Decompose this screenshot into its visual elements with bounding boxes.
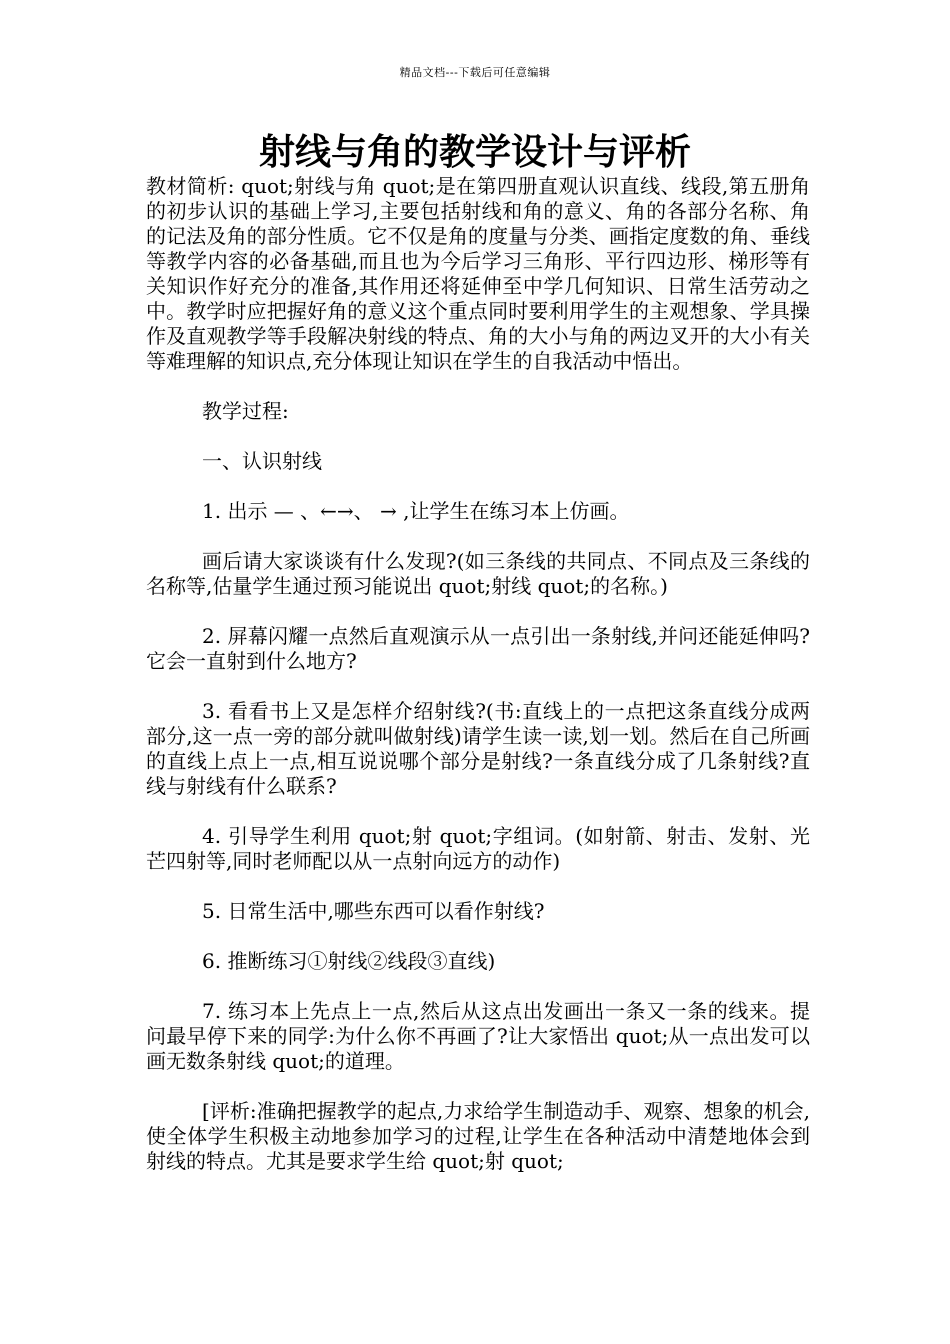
paragraph-intro: 教材简析: quot;射线与角 quot;是在第四册直观认识直线、线段,第五册角的初步认识的基础上学习,主要包括射线和角的意义、角的各部分名称、角的记法及角的部分性质。它不仅是角的度量与分类、画指定度数的角、垂线等教学内容的必备基础,而且也为今后学习三角形、平行四边形、梯形等有关知识作好充分的准备,其作用还将延伸至中学几何知识、日常生活劳动之中。教学时应把握好角的意义这个重点同时要利用学生的主观想象、学具操作及直观教学等手段解决射线的特点、角的大小与角的两边叉开的大小有关等难理解的知识点,充分体现让知识在学生的自我活动中悟出。 [146, 174, 810, 373]
document-title: 射线与角的教学设计与评析 [258, 131, 691, 173]
paragraph-process-heading: 教学过程: [202, 399, 289, 423]
paragraph-commentary: [评析:准确把握教学的起点,力求给学生制造动手、观察、想象的机会,使全体学生积极主动地参加学习的过程,让学生在各种活动中清楚地体会到射线的特点。尤其是要求学生给 quot;射 quot; [146, 1099, 810, 1173]
paragraph-step-1: 1. 出示 — 、←→、 → ,让学生在练习本上仿画。 [202, 499, 630, 523]
paragraph-step-2: 2. 屏幕闪耀一点然后直观演示从一点引出一条射线,并问还能延伸吗?它会一直射到什么地方? [146, 624, 810, 673]
paragraph-step-4: 4. 引导学生利用 quot;射 quot;字组词。(如射箭、射击、发射、光芒四射等,同时老师配以从一点射向远方的动作) [146, 824, 810, 873]
paragraph-step-5: 5. 日常生活中,哪些东西可以看作射线? [202, 899, 545, 923]
paragraph-step-3: 3. 看看书上又是怎样介绍射线?(书:直线上的一点把这条直线分成两部分,这一点一旁的部分就叫做射线)请学生读一读,划一划。然后在自己所画的直线上点上一点,相互说说哪个部分是射线?一条直线分成了几条射线?直线与射线有什么联系? [146, 699, 810, 798]
paragraph-section-heading: 一、认识射线 [202, 449, 322, 473]
document-body [146, 174, 810, 1199]
paragraph-step-6: 6. 推断练习①射线②线段③直线) [202, 949, 496, 973]
paragraph-step-1-followup: 画后请大家谈谈有什么发现?(如三条线的共同点、不同点及三条线的名称等,估量学生通过预习能说出 quot;射线 quot;的名称。) [146, 549, 810, 598]
page-header-note: 精品文档---下载后可任意编辑 [399, 66, 551, 79]
paragraph-step-7: 7. 练习本上先点上一点,然后从这点出发画出一条又一条的线来。提问最早停下来的同学:为什么你不再画了?让大家悟出 quot;从一点出发可以画无数条射线 quot;的道理。 [146, 999, 810, 1073]
